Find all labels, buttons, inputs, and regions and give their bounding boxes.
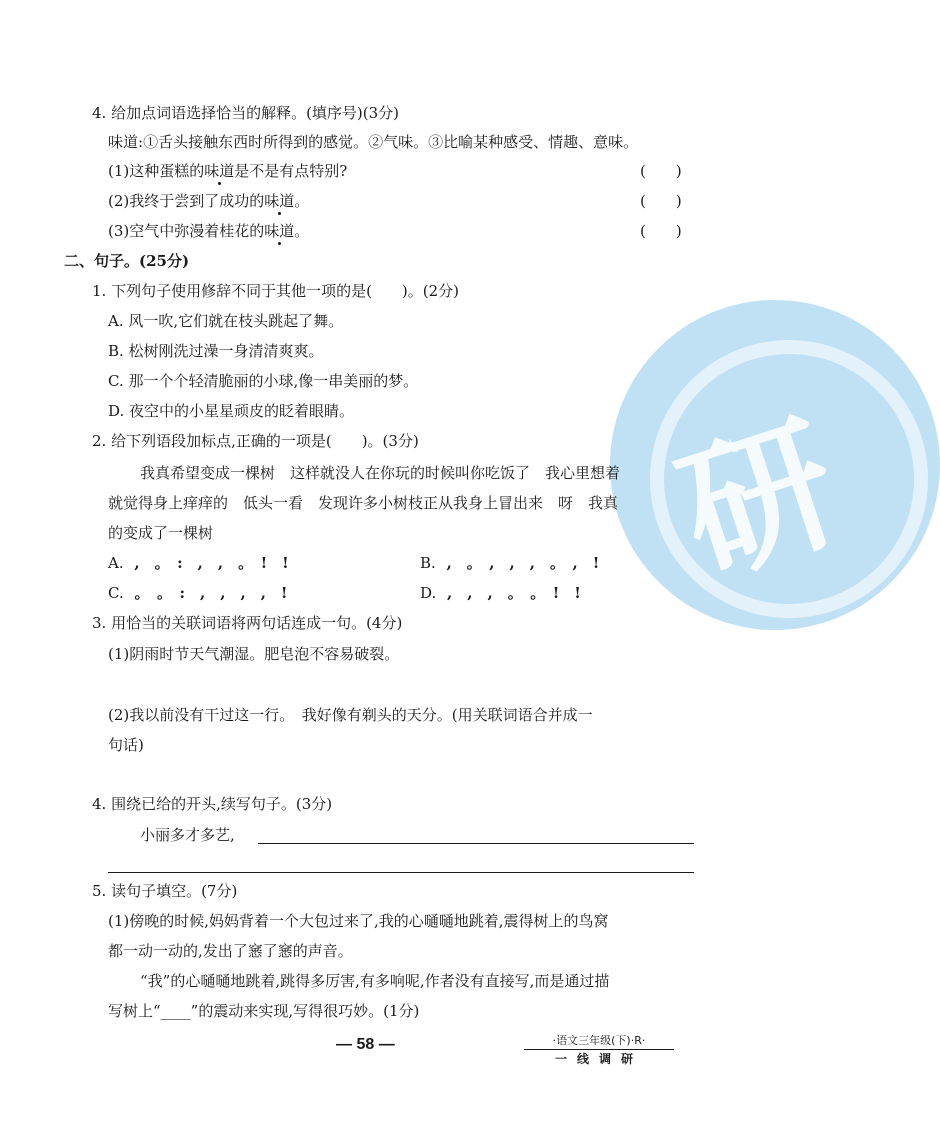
option-label: D. xyxy=(420,584,437,602)
section-heading: 二、句子。(25分) xyxy=(64,252,190,270)
item-pre: (2)我终于尝到了成功的 xyxy=(108,192,265,210)
dotted-word: 味道 xyxy=(204,162,235,180)
q2-passage-line-2: 就觉得身上痒痒的 低头一看 发现许多小树枝正从我身上冒出来 呀 我真 xyxy=(108,494,619,512)
option-marks: 。 。 : , , , , ! xyxy=(134,584,288,602)
answer-line-2[interactable] xyxy=(108,872,694,873)
q2-option-b xyxy=(420,552,599,574)
q5-passage-line-1: (1)傍晚的时候,妈妈背着一个大包过来了,我的心嗵嗵地跳着,震得树上的鸟窝 xyxy=(108,912,609,930)
q2-passage-line-1: 我真希望变成一棵树 这样就没人在你玩的时候叫你吃饭了 我心里想着 xyxy=(140,464,621,482)
q3-item-1: (1)阴雨时节天气潮湿。肥皂泡不容易破裂。 xyxy=(108,645,400,663)
q1-option-d: D. 夜空中的小星星顽皮的眨着眼睛。 xyxy=(108,402,355,420)
q1-option-b: B. 松树刚洗过澡一身清清爽爽。 xyxy=(108,342,324,360)
q2-passage-line-3: 的变成了一棵树 xyxy=(108,524,214,542)
q3-item-2-line-2: 句话) xyxy=(108,736,144,754)
option-label: A. xyxy=(108,554,124,572)
option-label: C. xyxy=(108,584,124,602)
answer-line-1[interactable] xyxy=(258,843,694,844)
q5-stem: 5. 读句子填空。(7分) xyxy=(92,882,238,900)
option-marks: , 。 : , , 。 ! ! xyxy=(134,554,289,572)
option-marks: , , , 。 。 ! ! xyxy=(447,584,581,602)
q2-option-d xyxy=(420,582,581,604)
dotted-word: 味道 xyxy=(264,222,295,240)
answer-paren-3[interactable]: ( ) xyxy=(640,222,682,240)
q4-lead: 小丽多才多艺, xyxy=(140,826,235,844)
definition-lead: 味道: xyxy=(108,133,144,151)
q5-passage-line-2: 都一动一动的,发出了窸了窸的声音。 xyxy=(108,942,353,960)
q3-item-2-line-1: (2)我以前没有干过这一行。 我好像有剃头的天分。(用关联词语合并成一 xyxy=(108,706,593,724)
watermark-char: 研 xyxy=(661,395,858,608)
q4-vocab-item-1 xyxy=(108,160,347,182)
option-label: B. xyxy=(420,554,436,572)
item-post: 。 xyxy=(294,192,310,210)
q1-option-c: C. 那一个个轻清脆丽的小球,像一串美丽的梦。 xyxy=(108,372,419,390)
item-pre: (1)这种蛋糕的 xyxy=(108,162,205,180)
definition-text: ①舌头接触东西时所得到的感觉。②气味。③比喻某种感受、情趣、意味。 xyxy=(143,133,639,151)
footer-brand-block xyxy=(524,1034,674,1066)
footer-series: ·语文三年级(下)·R· xyxy=(524,1034,674,1050)
item-pre: (3)空气中弥漫着桂花的 xyxy=(108,222,265,240)
option-marks: , 。 , , , 。 , ! xyxy=(446,554,600,572)
q2-stem: 2. 给下列语段加标点,正确的一项是( )。(3分) xyxy=(92,432,419,450)
page-number: — 58 — xyxy=(336,1036,395,1053)
item-post: 是不是有点特别? xyxy=(234,162,348,180)
answer-paren-1[interactable]: ( ) xyxy=(640,162,682,180)
q5-question-line-1: “我”的心嗵嗵地跳着,跳得多厉害,有多响呢,作者没有直接写,而是通过描 xyxy=(140,972,610,990)
q4-vocab-title: 4. 给加点词语选择恰当的解释。(填序号)(3分) xyxy=(92,104,400,122)
q5-question-line-2: 写树上“____”的震动来实现,写得很巧妙。(1分) xyxy=(108,1002,420,1020)
dotted-word: 味道 xyxy=(264,192,295,210)
answer-paren-2[interactable]: ( ) xyxy=(640,192,682,210)
q4-vocab-definition xyxy=(108,131,638,153)
q1-stem: 1. 下列句子使用修辞不同于其他一项的是( )。(2分) xyxy=(92,282,460,300)
q3-stem: 3. 用恰当的关联词语将两句话连成一句。(4分) xyxy=(92,614,403,632)
footer-brand: 一线调研 xyxy=(554,1052,643,1066)
q2-option-c xyxy=(108,582,288,604)
q2-option-a xyxy=(108,552,289,574)
q1-option-a: A. 风一吹,它们就在枝头跳起了舞。 xyxy=(108,312,344,330)
q4-vocab-item-2 xyxy=(108,190,309,212)
q4-vocab-item-3 xyxy=(108,220,309,242)
q4-stem: 4. 围绕已给的开头,续写句子。(3分) xyxy=(92,795,333,813)
item-post: 。 xyxy=(294,222,310,240)
